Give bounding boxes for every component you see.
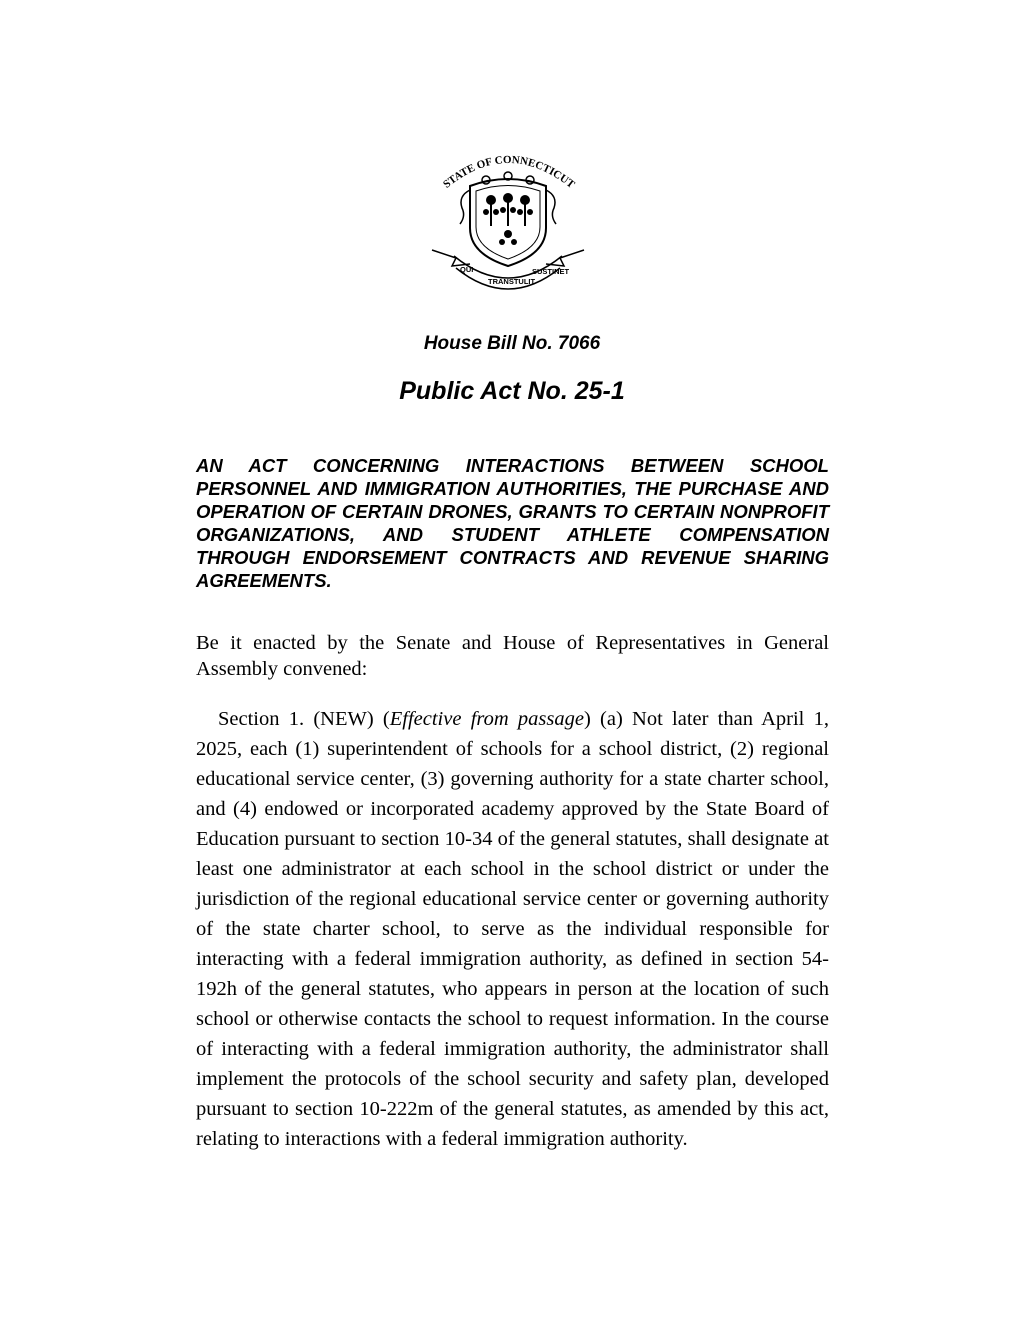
motto-center: TRANSTULIT [488,277,536,286]
state-seal [426,150,590,290]
motto-left: QUI [460,265,474,274]
grapevine-icon [483,193,533,245]
enacting-clause: Be it enacted by the Senate and House of Representatives in General Assembly convened: [196,632,829,680]
bill-number: House Bill No. 7066 [423,333,601,354]
motto-right: SUSTINET [532,267,570,276]
seal-arc-text: STATE OF CONNECTICUT [441,153,577,191]
section-1-effective-date: Effective from passage [389,708,584,730]
act-title: AN ACT CONCERNING INTERACTIONS BETWEEN SCHOOL PERSONNEL AND IMMIGRATION AUTHORITIES, THE PURCHASE AND OPERATION OF CERTAIN DRONES, GRANTS TO CERTAIN NONPROFIT ORGANIZATIONS, AND STUDENT ATHLETE COMPENSATION THROUGH ENDORSEMENT CONTRACTS AND REVENUE SHARING AGREEMENTS. [196,455,829,591]
section-1-body: ) (a) Not later than April 1, 2025, each (1) superintendent of schools for a school district, (2) regional educational service center, (3) governing authority for a state charter school, and (4) endowed or incorporated academy approved by the State Board of Education pursuant to section 10-34 of the general statutes, shall designate at least one administrator at each school in the school district or under the jurisdiction of the regional educational service center or governing authority of the state charter school, to serve as the individual responsible for interacting with a federal immigration authority, as defined in section 54-192h of the general statutes, who appears in person at the location of such school or otherwise contacts the school to request information. In the course of interacting with a federal immigration authority, the administrator shall implement the protocols of the school security and safety plan, developed pursuant to section 10-222m of the general statutes, as amended by this act, relating to interactions with a federal immigration authority. [196,708,829,1150]
section-1-paragraph [196,704,829,1154]
public-act-number: Public Act No. 25-1 [399,377,625,405]
section-1-lead: Section 1. (NEW) ( [218,708,390,730]
